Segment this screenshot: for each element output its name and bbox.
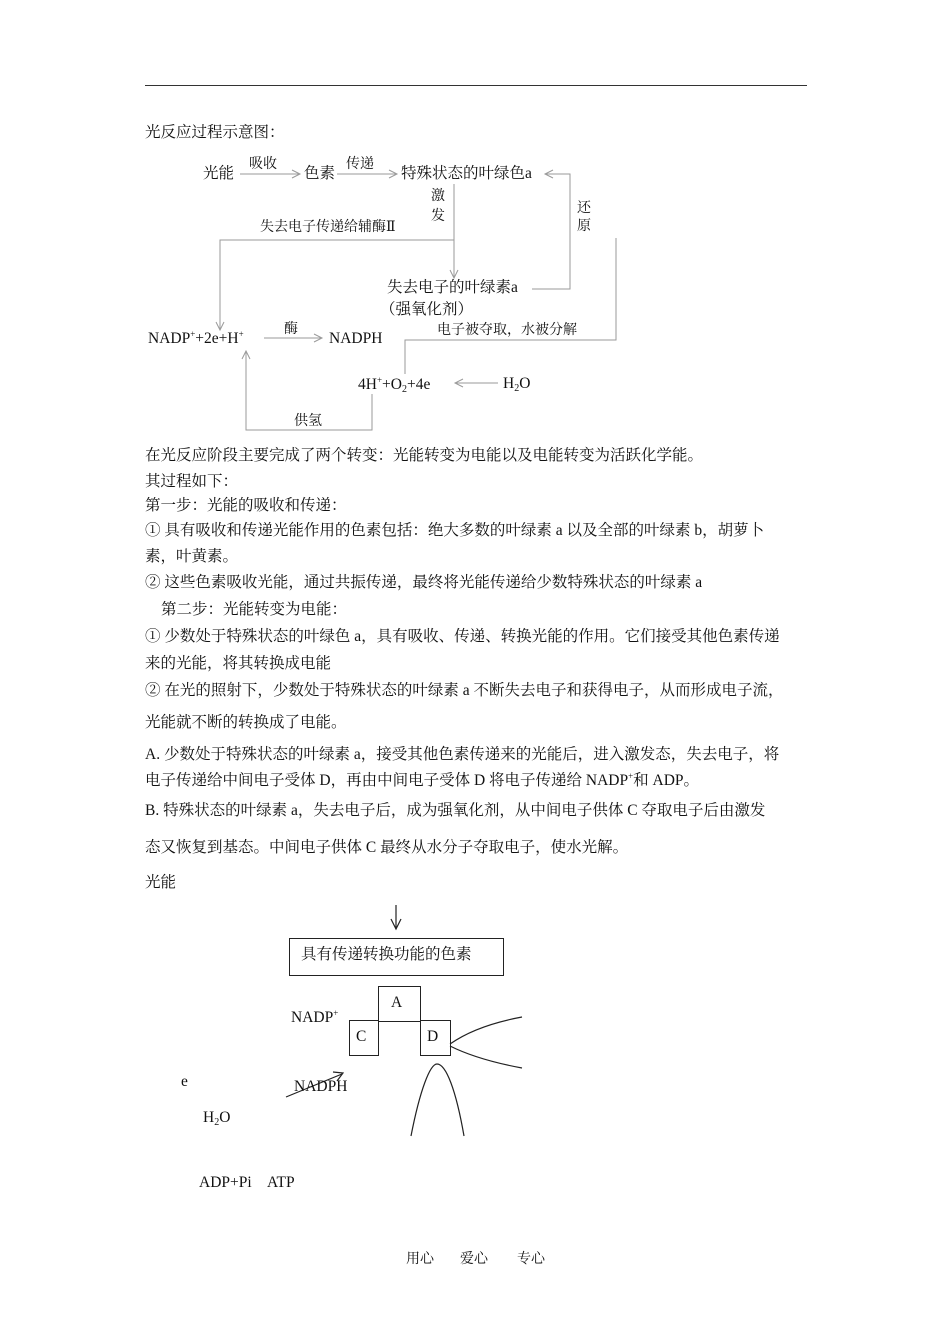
diagram-heading: 光反应过程示意图： [145,124,285,141]
footer-text-2: 爱心 [460,1252,488,1267]
label-reduce-1: 还 [577,201,591,216]
label-adp-pi: ADP+Pi [199,1174,252,1191]
label-water-2 [203,1108,230,1128]
paragraph-b-line2: 态又恢复到基态。中间电子供体 C 最终从水分子夺取电子，使水光解。 [145,839,629,856]
nadp-charge: + [190,329,196,339]
paragraph-step1: 第一步：光能的吸收和传递： [145,497,347,514]
label-light-energy: 光能 [203,165,235,182]
paragraph-step2: 第二步：光能转变为电能： [161,601,348,618]
water2-o: O [219,1109,231,1126]
paragraph-b-line1: B. 特殊状态的叶绿素 a，失去电子后，成为强氧化剂，从中间电子供体 C 夺取电子后由激发 [145,802,766,819]
paragraph-a-line2-end: 和 ADP。 [633,772,700,789]
label-enzyme: 酶 [284,322,298,337]
paragraph-a-line1: A. 少数处于特殊状态的叶绿素 a，接受其他色素传递来的光能后，进入激发态，失去电子，将 [145,746,780,763]
paragraph-a-nadp-charge: + [628,771,634,781]
paragraph-step1-item1-line1: ① 具有吸收和传递光能作用的色素包括：绝大多数的叶绿素 a 以及全部的叶绿素 b，胡萝卜 [145,522,765,539]
water2-h: H [203,1109,215,1126]
pigment-box-label: 具有传递转换功能的色素 [301,946,472,963]
curve-lower [450,1046,522,1068]
h4-charge: + [376,375,383,385]
label-nadph: NADPH [329,330,383,347]
label-atp: ATP [267,1174,295,1191]
footer-text-1: 用心 [406,1252,434,1267]
label-nadp-charge: + [333,1008,339,1018]
paragraph-step1-item2: ② 这些色素吸收光能，通过共振传递，最终将光能传递给少数特殊状态的叶绿素 a [145,574,703,591]
label-water-split: 电子被夺取，水被分解 [437,323,577,338]
carrier-a-label: A [391,994,403,1011]
water2-subscript: 2 [214,1117,220,1128]
carrier-c-label: C [356,1028,367,1045]
label-supply-hydrogen: 供氢 [294,414,322,429]
label-absorb: 吸收 [249,157,277,172]
h2o-subscript: 2 [514,383,520,394]
label-pigment: 色素 [304,165,336,182]
paragraph-step2-item2-line2: 光能就不断的转换成了电能。 [145,714,347,731]
o2-text: +O [382,376,402,393]
paragraph-step1-item1-line2: 素，叶黄素。 [145,548,239,565]
paragraph-step2-item1-line2: 来的光能，将其转换成电能 [145,655,332,672]
h2o-h: H [503,375,515,392]
label-oxidant: （强氧化剂） [380,301,474,318]
label-reduce-2: 原 [577,219,591,234]
nadp-text: NADP [148,330,191,347]
label-light-energy-2: 光能 [145,874,177,891]
label-lost-electron-chlorophyll: 失去电子的叶绿素a [387,279,518,296]
label-transfer: 传递 [346,157,374,172]
curve-arch [411,1064,464,1136]
h4-text: 4H [358,376,377,393]
paragraph-summary: 在光反应阶段主要完成了两个转变：光能转变为电能以及电能转变为活跃化学能。 [145,447,704,464]
o2-subscript: 2 [401,384,407,395]
label-nadp-plus [291,1008,338,1028]
label-nadph-2: NADPH [294,1078,348,1095]
paragraph-process: 其过程如下： [145,473,239,490]
label-excite-2: 发 [431,209,445,224]
label-lose-electron: 失去电子传递给辅酶Ⅱ [260,220,396,235]
paragraph-step2-item2-line1: ② 在光的照射下，少数处于特殊状态的叶绿素 a 不断失去电子和获得电子，从而形成电子流， [145,682,784,699]
carrier-d-label: D [427,1028,439,1045]
curve-upper [450,1017,522,1044]
label-special-chlorophyll: 特殊状态的叶绿色a [401,165,532,182]
footer-text-3: 专心 [517,1252,545,1267]
paragraph-a-line2-text: 电子传递给中间电子受体 D，再由中间电子受体 D 将电子传递给 NADP [145,772,629,789]
h2o-o: O [519,375,531,392]
label-nadp-text: NADP [291,1009,334,1026]
label-excite-1: 激 [431,189,445,204]
paragraph-step2-item1-line1: ① 少数处于特殊状态的叶绿色 a，具有吸收、传递、转换光能的作用。它们接受其他色素传递 [145,628,780,645]
e4-text: +4e [406,376,431,393]
e-h-text: +2e+H [195,330,239,347]
label-electron: e [181,1073,188,1090]
h-charge: + [238,329,244,339]
